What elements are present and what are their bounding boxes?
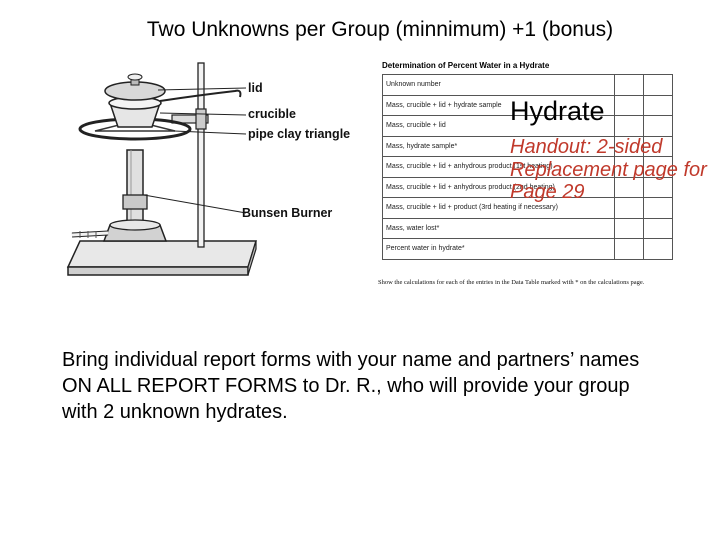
bunsen-burner <box>72 150 166 241</box>
table-row <box>383 218 673 239</box>
table-cell: Mass, crucible + lid <box>383 116 615 137</box>
hydrate-heading: Hydrate <box>510 96 605 126</box>
table-cell: Unknown number <box>383 75 615 96</box>
table-cell: Mass, crucible + lid + anhydrous product (2nd heating) <box>383 177 615 198</box>
clamp <box>172 109 208 129</box>
table-cell: Mass, crucible + lid + anhydrous product (1st heating) <box>383 157 615 178</box>
ring-stand-rod <box>198 63 204 247</box>
label-bunsen-burner: Bunsen Burner <box>242 206 333 220</box>
label-lid: lid <box>248 81 263 95</box>
handout-note: Handout: 2-sided Replacement page for Page 29 <box>510 136 707 203</box>
data-table-title: Determination of Percent Water in a Hydrate <box>382 61 550 70</box>
label-pipe-clay-triangle: pipe clay triangle <box>248 127 351 141</box>
table-cell: Mass, water lost* <box>383 218 615 239</box>
apparatus-diagram <box>60 55 360 285</box>
instructions-text: Bring individual report forms with your name and partners’ names ON ALL REPORT FORMS to Dr. R., who will provide your group with 2 unknown hydrates. <box>62 349 640 423</box>
label-crucible: crucible <box>248 107 296 121</box>
crucible-lid <box>105 74 165 100</box>
data-table-footnote: Show the calculations for each of the entries in the Data Table marked with * on the calculations page. <box>378 279 645 286</box>
table-row <box>383 239 673 260</box>
table-cell: Mass, crucible + lid + product (3rd heating if necessary) <box>383 198 615 219</box>
table-row <box>383 75 673 96</box>
table-cell: Mass, hydrate sample* <box>383 136 615 157</box>
table-cell: Percent water in hydrate* <box>383 239 615 260</box>
ring-stand-base <box>68 241 256 275</box>
crucible <box>109 97 161 127</box>
table-cell: Mass, crucible + lid + hydrate sample <box>383 95 615 116</box>
slide-title: Two Unknowns per Group (minnimum) +1 (bonus) <box>146 18 614 41</box>
